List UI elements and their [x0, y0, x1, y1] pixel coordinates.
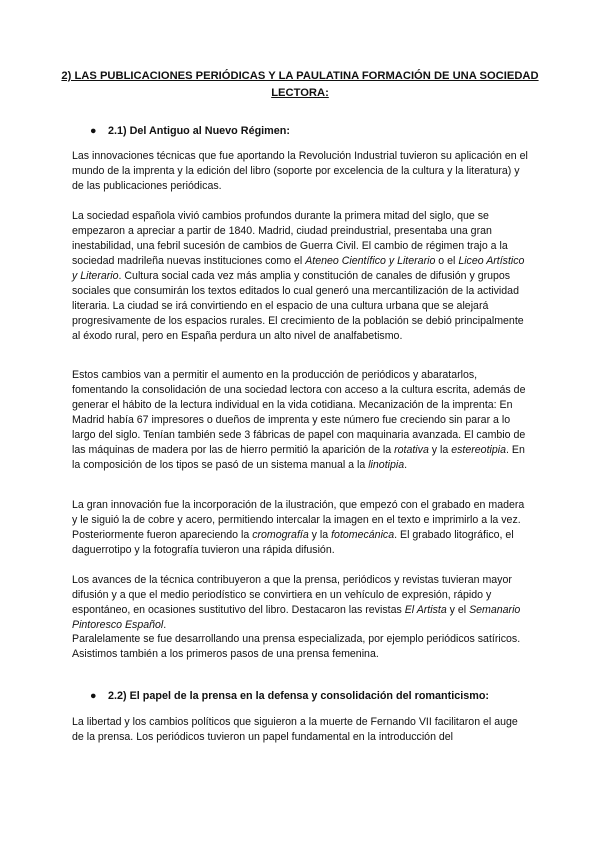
section-heading	[90, 689, 489, 704]
page-title: 2) LAS PUBLICACIONES PERIÓDICAS Y LA PAULATINA FORMACIÓN DE UNA SOCIEDAD LECTORA:	[61, 70, 539, 99]
section-heading	[90, 124, 290, 139]
bullet-icon: ●	[90, 690, 97, 702]
italic-term: rotativa	[394, 444, 429, 456]
italic-term: linotipia	[368, 459, 405, 471]
italic-term: cromografía	[252, 529, 309, 541]
italic-term: Semanario Pintoresco Español	[72, 604, 521, 631]
paragraph: La sociedad española vivió cambios profundos durante la primera mitad del siglo, que se empezaron a apreciar a partir de 1840. Madrid, ciudad preindustrial, presentaba una gran inestabilidad, una febril sucesión de cambios de Guerra Civil. El cambio de régimen trajo a la sociedad madrileña nuevas instituciones como el Ateneo Científico y Literario o el Liceo Artístico y Literario. Cultura social cada vez más amplia y constitución de canales de difusión y grupos sociales que consumirán los textos editados lo cual generó una mercantilización de la actividad literaria. La ciudad se irá convirtiendo en el espacio de una cultura urbana que se alejará progresivamente de los espacios rurales. El crecimiento de la población se debió principalmente al éxodo rural, pero en España perdura un alto nivel de analfabetismo.	[72, 210, 525, 342]
paragraph: Los avances de la técnica contribuyeron a que la prensa, periódicos y revistas tuvieran mayor difusión y a que el medio periodístico se convirtiera en un vehículo de expresión, rápido y espontáneo, en ocasiones sustitutivo del libro. Destacaron las revistas El Artista y el Semanario Pintoresco Español.	[72, 574, 521, 631]
paragraph: Paralelamente se fue desarrollando una prensa especializada, por ejemplo periódicos satíricos. Asistimos también a los primeros pasos de una prensa femenina.	[72, 633, 521, 660]
bullet-icon: ●	[90, 125, 97, 137]
italic-term: Ateneo Científico y Literario	[305, 255, 436, 267]
italic-term: estereotipia	[451, 444, 507, 456]
paragraph: La libertad y los cambios políticos que siguieron a la muerte de Fernando VII facilitaron el auge de la prensa. Los periódicos tuvieron un papel fundamental en la introducción del	[72, 716, 518, 743]
paragraph: Las innovaciones técnicas que fue aportando la Revolución Industrial tuvieron su aplicación en el mundo de la imprenta y la edición del libro (soporte por excelencia de la cultura y la literatura) y de las publicaciones periódicas.	[72, 150, 528, 192]
italic-term: El Artista	[404, 604, 447, 616]
italic-term: fotomecánica	[331, 529, 395, 541]
paragraph: Estos cambios van a permitir el aumento en la producción de periódicos y abaratarlos, fomentando la consolidación de una sociedad lectora con acceso a la cultura escrita, además de generar el hábito de la lectura individual en la vida cotidiana. Mecanización de la imprenta: En Madrid había 67 impresores o dueños de imprenta y este número fue creciendo sin parar a lo largo del siglo. Tenían también sede 3 fábricas de papel con maquinaria avanzada. El cambio de las máquinas de madera por las de hierro permitió la aparición de la rotativa y la estereotipia. En la composición de los tipos se pasó de un sistema manual a la linotipia.	[72, 369, 526, 471]
paragraph: La gran innovación fue la incorporación de la ilustración, que empezó con el grabado en madera y le siguió la de cobre y acero, permitiendo intercalar la imagen en el texto e imprimirlo a la vez. Posteriormente fueron apareciendo la cromografía y la fotomecánica. El grabado litográfico, el daguerrotipo y la fotografía tuvieron una rápida difusión.	[72, 499, 525, 556]
section-heading-text: 2.2) El papel de la prensa en la defensa y consolidación del romanticismo:	[108, 690, 490, 702]
italic-term: Liceo Artístico y Literario	[72, 255, 525, 282]
section-heading-text: 2.1) Del Antiguo al Nuevo Régimen:	[108, 125, 290, 137]
